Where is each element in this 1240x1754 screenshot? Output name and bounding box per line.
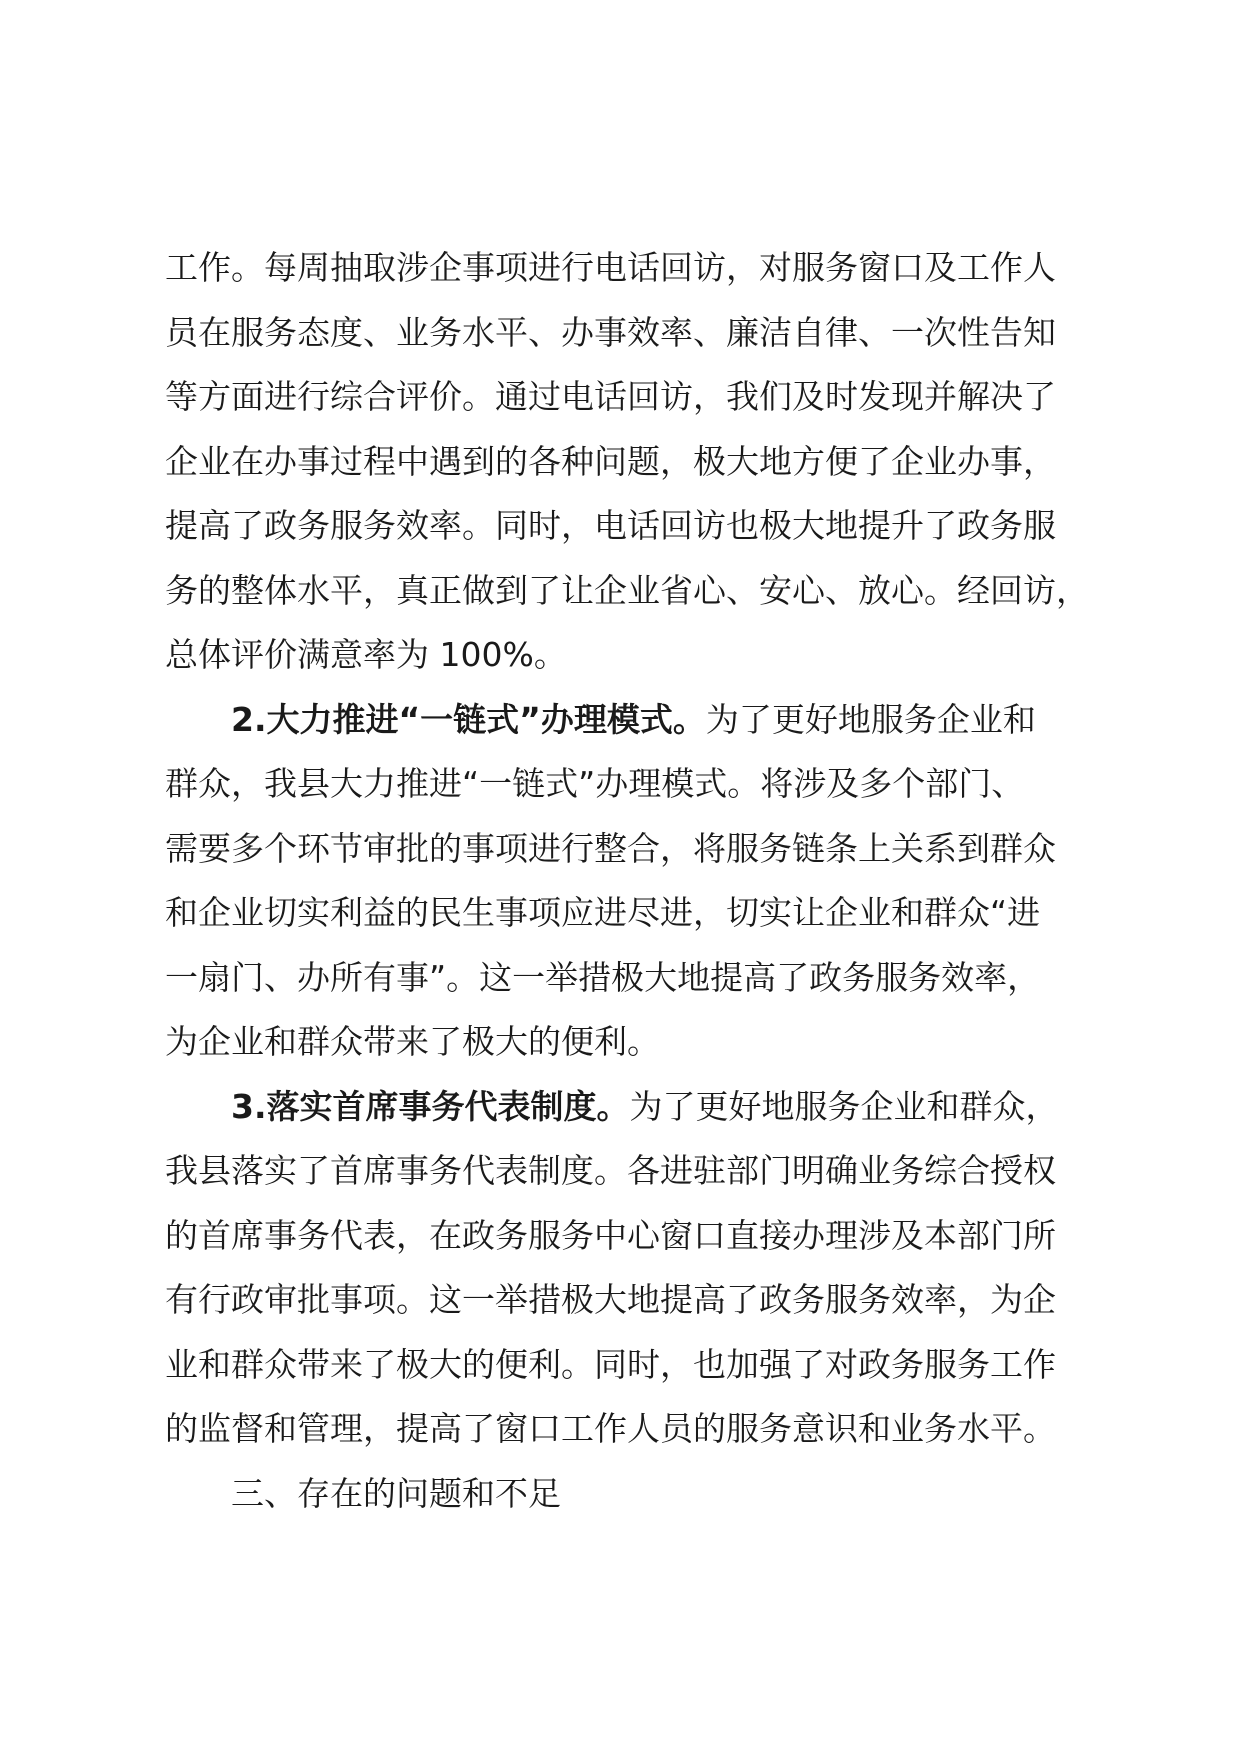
paragraph-line: 的首席事务代表，在政务服务中心窗口直接办理涉及本部门所 bbox=[165, 1215, 1056, 1255]
paragraph-phone-followup bbox=[165, 236, 1125, 688]
paragraph-line: 群众，我县大力推进“一链式”办理模式。将涉及多个部门、 bbox=[165, 764, 1025, 803]
paragraph-line: 我县落实了首席事务代表制度。各进驻部门明确业务综合授权 bbox=[165, 1151, 1056, 1190]
section-heading: 三、存在的问题和不足 bbox=[231, 1473, 561, 1513]
paragraph-first-line-text: 为了更好地服务企业和 bbox=[705, 699, 1036, 739]
paragraph-line: 提高了政务服务效率。同时，电话回访也极大地提升了政务服 bbox=[165, 506, 1056, 545]
paragraph-line: 务的整体水平，真正做到了让企业省心、安心、放心。经回访， bbox=[165, 570, 1089, 610]
paragraph-line: 业和群众带来了极大的便利。同时，也加强了对政务服务工作 bbox=[165, 1344, 1056, 1384]
paragraph-line: 和企业切实利益的民生事项应进尽进，切实让企业和群众“进 bbox=[165, 893, 1041, 932]
paragraph-line: 有行政审批事项。这一举措极大地提高了政务服务效率，为企 bbox=[165, 1280, 1056, 1319]
document-body bbox=[165, 236, 1125, 1526]
paragraph-line: 员在服务态度、业务水平、办事效率、廉洁自律、一次性告知 bbox=[165, 312, 1056, 352]
paragraph-first-line bbox=[165, 688, 1125, 753]
paragraph-line: 需要多个环节审批的事项进行整合，将服务链条上关系到群众 bbox=[165, 828, 1056, 868]
paragraph-heading: 2.大力推进“一链式”办理模式。 bbox=[231, 699, 706, 739]
paragraph-first-line bbox=[165, 1075, 1125, 1140]
paragraph-one-chain-mode bbox=[165, 688, 1125, 1075]
paragraph-chief-representative bbox=[165, 1075, 1125, 1462]
paragraph-first-line-text: 为了更好地服务企业和群众， bbox=[629, 1086, 1059, 1126]
paragraph-line: 总体评价满意率为 100%。 bbox=[165, 635, 567, 674]
paragraph-line: 等方面进行综合评价。通过电话回访，我们及时发现并解决了 bbox=[165, 377, 1056, 416]
paragraph-line: 的监督和管理，提高了窗口工作人员的服务意识和业务水平。 bbox=[165, 1409, 1056, 1448]
paragraph-heading: 3.落实首席事务代表制度。 bbox=[231, 1086, 630, 1126]
paragraph-line: 一扇门、办所有事”。这一举措极大地提高了政务服务效率， bbox=[165, 957, 1041, 997]
paragraph-line: 工作。每周抽取涉企事项进行电话回访，对服务窗口及工作人 bbox=[165, 248, 1056, 287]
paragraph-line: 企业在办事过程中遇到的各种问题，极大地方便了企业办事， bbox=[165, 441, 1056, 481]
paragraph-line: 为企业和群众带来了极大的便利。 bbox=[165, 1022, 660, 1061]
